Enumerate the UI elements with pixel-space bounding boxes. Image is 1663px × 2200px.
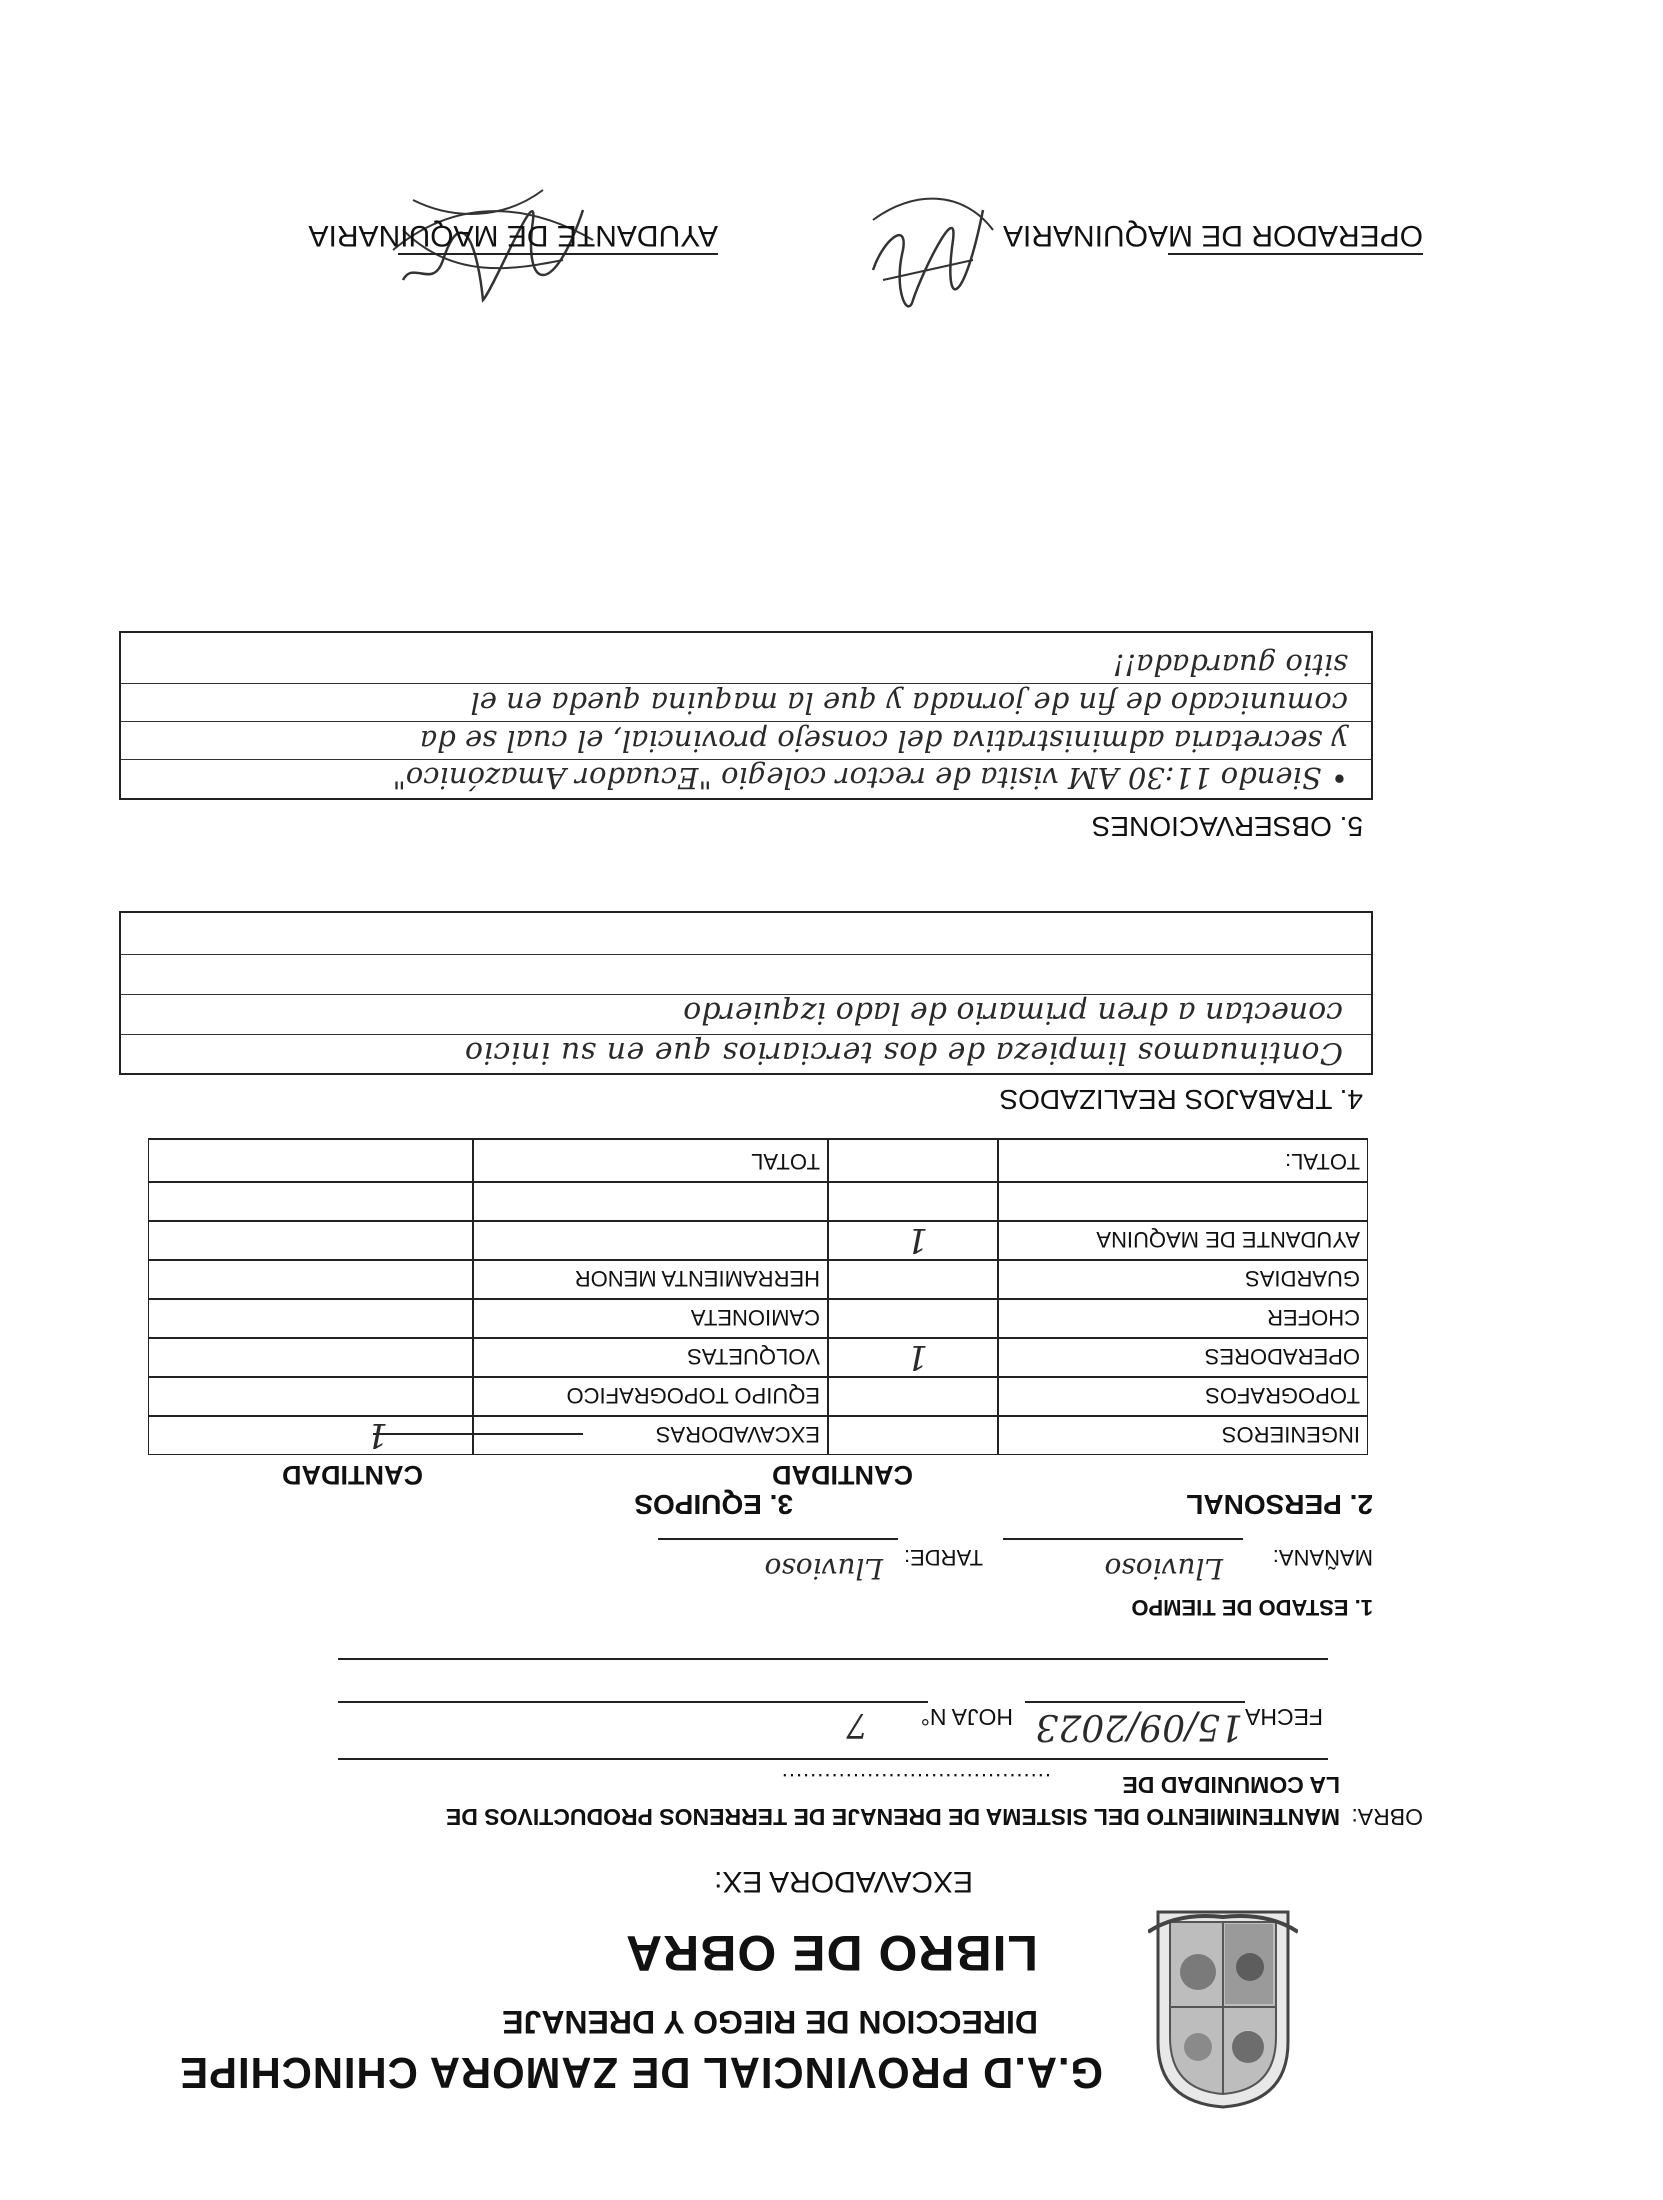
department-title: DIRECCION DE RIEGO Y DRENAJE	[502, 2004, 1038, 2040]
tarde-label: TARDE:	[903, 1545, 983, 1570]
equipo-name: EXCAVADORAS	[655, 1422, 820, 1447]
manana-underline	[1003, 1538, 1243, 1540]
personal-qty: 1	[906, 1220, 928, 1260]
equipment-label: EXCAVADORA EX:	[714, 1865, 973, 1898]
weather-section-title: 1. ESTADO DE TIEMPO	[1131, 1595, 1373, 1620]
institution-title: G.A.D PROVINCIAL DE ZAMORA CHINCHIPE	[179, 2048, 1103, 2097]
observaciones-title: 5. OBSERVACIONES	[1091, 811, 1363, 842]
obra-description-line2: LA COMUNIDAD DE	[1122, 1772, 1340, 1798]
obra-underline	[338, 1758, 1328, 1760]
observaciones-text-line2: y secretaria administrativa del consejo provincial, el cual se da	[419, 724, 1348, 758]
personal-name: TOPOGRAFOS	[1205, 1383, 1360, 1408]
equipo-name: CAMIONETA	[690, 1305, 820, 1330]
personal-name: INGENIEROS	[1221, 1422, 1360, 1447]
observaciones-text-line1: • Siendo 11:30 AM visita de rector colegio "Ecuador Amazónico"	[392, 761, 1348, 795]
personal-name: OPERADORES	[1204, 1344, 1360, 1369]
equipos-title: 3. EQUIPOS	[634, 1489, 793, 1520]
fecha-label: FECHA	[1245, 1704, 1323, 1730]
operador-signature	[863, 180, 1003, 330]
personal-qty: 1	[906, 1337, 928, 1377]
equipos-cantidad-header: CANTIDAD	[282, 1460, 423, 1490]
hoja-value: 7	[846, 1705, 868, 1745]
equipo-name: TOTAL	[751, 1149, 820, 1174]
personal-name: GUARDIAS	[1245, 1266, 1360, 1291]
ruled-line	[121, 954, 1371, 955]
obra-label: OBRA:	[1351, 1804, 1423, 1830]
provincial-crest-logo	[1148, 1907, 1298, 2112]
resources-table	[148, 1137, 1368, 1455]
fecha-underline	[1025, 1701, 1245, 1703]
equipo-name: HERRAMIENTA MENOR	[574, 1266, 820, 1291]
observaciones-text-line3: comunicado de fin de jornada y que la maquina queda en el	[470, 686, 1348, 720]
ruled-line	[121, 759, 1371, 760]
fecha-value: 15/09/2023	[1035, 1706, 1243, 1747]
obra-dotted-blank: ......................................	[780, 1769, 1051, 1794]
ayudante-signature-line	[398, 253, 718, 255]
personal-name: CHOFER	[1267, 1305, 1360, 1330]
trabajos-title: 4. TRABAJOS REALIZADOS	[999, 1084, 1363, 1115]
personal-name: TOTAL:	[1285, 1149, 1360, 1174]
ayudante-label: AYUDANTE DE MAQUINARIA	[308, 219, 718, 252]
observaciones-text-line4: sitio guardada!!	[1112, 648, 1348, 682]
personal-title: 2. PERSONAL	[1186, 1489, 1373, 1520]
operador-label: OPERADOR DE MAQUINARIA	[1002, 219, 1423, 252]
equipo-qty: 1	[366, 1415, 388, 1455]
blank-line	[338, 1658, 1328, 1660]
trabajos-text-line2: conectan a dren primario de lado izquierdo	[683, 995, 1343, 1030]
book-title: LIBRO DE OBRA	[625, 1925, 1038, 1981]
hoja-label: HOJA N°	[920, 1704, 1013, 1730]
operador-signature-line	[1168, 253, 1423, 255]
manana-label: MAÑANA:	[1272, 1545, 1373, 1570]
tarde-underline	[658, 1538, 898, 1540]
tarde-value: Lluvioso	[764, 1552, 883, 1585]
equipo-name: EQUIPO TOPOGRAFICO	[566, 1383, 820, 1408]
trabajos-text-line1: Continuamos limpieza de dos terciarios que en su inicio	[464, 1035, 1343, 1070]
personal-cantidad-header: CANTIDAD	[772, 1460, 913, 1490]
equipo-name: VOLQUETAS	[687, 1344, 820, 1369]
manana-value: Lluvioso	[1104, 1552, 1223, 1585]
personal-name: AYUDANTE DE MAQUINA	[1096, 1227, 1360, 1252]
obra-description-line1: MANTENIMIENTO DEL SISTEMA DE DRENAJE DE TERRENOS PRODUCTIVOS DE	[445, 1804, 1340, 1830]
hoja-underline	[338, 1701, 928, 1703]
ruled-line	[121, 721, 1371, 722]
ruled-line	[121, 683, 1371, 684]
